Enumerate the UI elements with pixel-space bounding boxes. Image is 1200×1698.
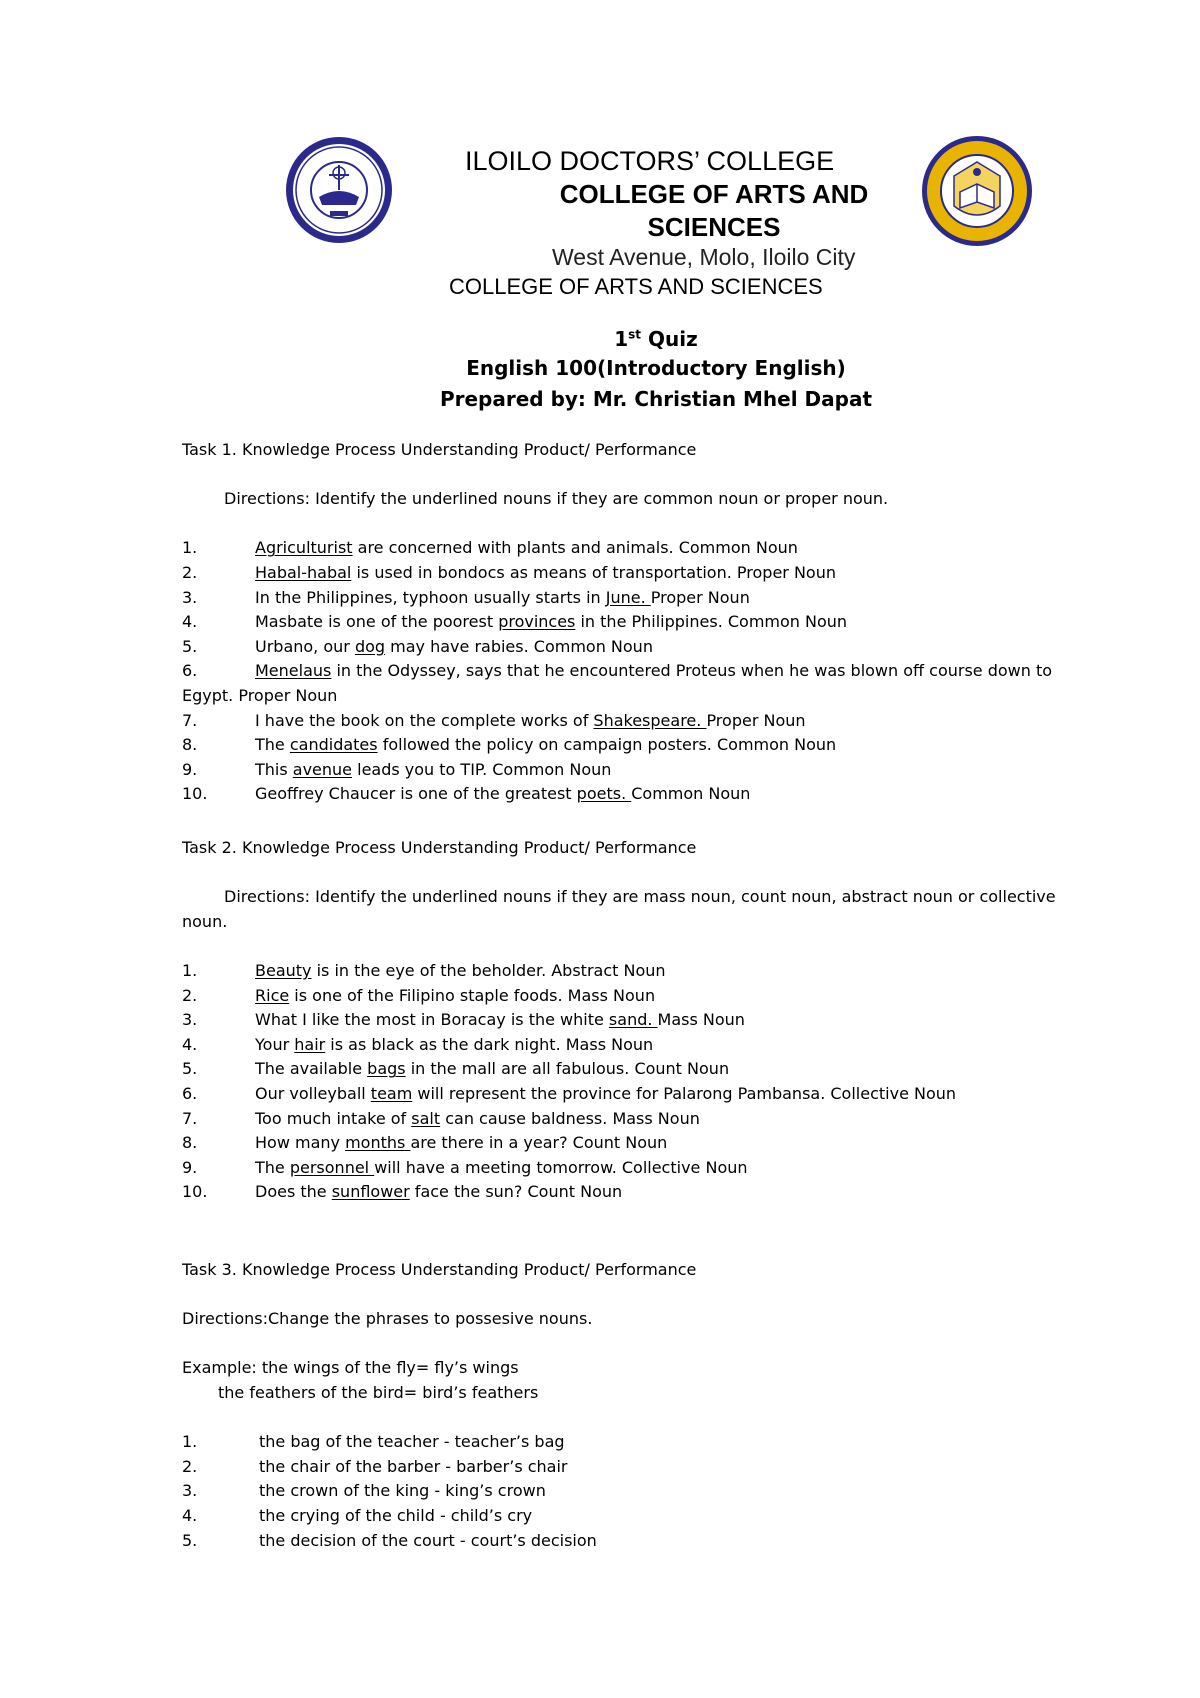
item-text-after: Proper Noun	[706, 710, 806, 730]
task-3-section	[182, 1258, 1082, 1553]
item-text-after: is in the eye of the beholder. Abstract Noun	[311, 960, 666, 980]
list-item	[182, 1057, 1082, 1082]
item-text-after: is one of the Filipino staple foods. Mass Noun	[289, 985, 656, 1005]
item-number: 7.	[182, 710, 198, 730]
list-item	[182, 1430, 1082, 1455]
item-text-before: Masbate is one of the poorest	[255, 612, 499, 632]
list-item	[182, 610, 1082, 635]
department-name-repeat: COLLEGE OF ARTS AND SCIENCES	[449, 274, 823, 299]
underlined-noun: sunflower	[331, 1182, 410, 1202]
item-text-after: is used in bondocs as means of transportation. Proper Noun	[351, 562, 836, 582]
quiz-number: 1	[614, 327, 629, 351]
item-text-before: Your	[255, 1034, 295, 1054]
list-item	[182, 733, 1082, 758]
underlined-noun: bags	[367, 1059, 406, 1079]
task-3-heading: Task 3. Knowledge Process Understanding Product/ Performance	[182, 1260, 697, 1279]
list-item	[182, 635, 1082, 660]
item-number: 10.	[182, 1182, 208, 1202]
college-of-arts-and-sciences-seal-icon	[920, 132, 1034, 250]
list-item	[182, 782, 1082, 807]
list-item	[182, 1455, 1082, 1480]
underlined-noun: Shakespeare.	[593, 710, 707, 730]
item-text-after: can cause baldness. Mass Noun	[440, 1108, 700, 1128]
item-number: 2.	[182, 562, 198, 582]
list-item	[182, 984, 1082, 1009]
list-item	[182, 1479, 1082, 1504]
item-text-after: will represent the province for Palarong Pambansa. Collective Noun	[412, 1083, 957, 1103]
underlined-noun: provinces	[498, 612, 576, 632]
task-2-list	[182, 959, 1082, 1205]
task-1-heading: Task 1. Knowledge Process Understanding Product/ Performance	[182, 440, 697, 459]
item-text-before: I have the book on the complete works of	[255, 710, 594, 730]
item-number: 1.	[182, 960, 198, 980]
item-text-before: Geoffrey Chaucer is one of the greatest	[255, 784, 577, 804]
item-text: the decision of the court - court’s decision	[259, 1530, 597, 1550]
item-number: 9.	[182, 759, 198, 779]
item-number: 4.	[182, 612, 198, 632]
department-name: COLLEGE OF ARTS AND SCIENCES	[559, 179, 869, 242]
item-number: 1.	[182, 1432, 198, 1452]
list-item	[182, 586, 1082, 611]
item-number: 5.	[182, 1530, 198, 1550]
item-number: 8.	[182, 735, 198, 755]
item-number: 5.	[182, 1059, 198, 1079]
item-text-before: Urbano, our	[255, 636, 355, 656]
item-number: 10.	[182, 784, 208, 804]
item-text: the crown of the king - king’s crown	[259, 1481, 546, 1501]
item-text-after: in the Philippines. Common Noun	[575, 612, 848, 632]
item-text-before: This	[255, 759, 293, 779]
item-number: 1.	[182, 538, 198, 558]
quiz-ordinal-suffix: st	[628, 327, 642, 342]
item-number: 7.	[182, 1108, 198, 1128]
list-item	[182, 1008, 1082, 1033]
list-item	[182, 1156, 1082, 1181]
item-text-after: are there in a year? Count Noun	[410, 1133, 668, 1153]
underlined-noun: Agriculturist	[255, 538, 353, 558]
task-1-list	[182, 536, 1082, 807]
item-text: the bag of the teacher - teacher’s bag	[259, 1432, 565, 1452]
item-number: 2.	[182, 1456, 198, 1476]
item-number: 4.	[182, 1505, 198, 1525]
list-item	[182, 959, 1082, 984]
underlined-noun: hair	[294, 1034, 326, 1054]
underlined-noun: Habal-habal	[255, 562, 352, 582]
item-number: 8.	[182, 1133, 198, 1153]
item-text-after: leads you to TIP. Common Noun	[352, 759, 612, 779]
college-address: West Avenue, Molo, Iloilo City	[552, 244, 856, 270]
college-name: ILOILO DOCTORS’ COLLEGE	[465, 146, 835, 176]
item-text-after: may have rabies. Common Noun	[385, 636, 653, 656]
item-text-before: The	[255, 735, 290, 755]
item-text-after: Proper Noun	[650, 587, 750, 607]
item-number: 9.	[182, 1157, 198, 1177]
item-number: 6.	[182, 1083, 198, 1103]
list-item	[182, 659, 1082, 708]
item-number: 2.	[182, 985, 198, 1005]
task-1-section	[182, 438, 1082, 807]
task-1-directions: Directions: Identify the underlined nouns if they are common noun or proper noun.	[224, 489, 889, 509]
item-text-after: in the Odyssey, says that he encountered Proteus when he was blown off course down to Egypt. Proper Noun	[182, 661, 1053, 705]
item-text-after: is as black as the dark night. Mass Noun	[325, 1034, 654, 1054]
underlined-noun: candidates	[289, 735, 378, 755]
item-text-before: What I like the most in Boracay is the white	[255, 1010, 609, 1030]
list-item	[182, 709, 1082, 734]
list-item	[182, 561, 1082, 586]
list-item	[182, 758, 1082, 783]
item-number: 3.	[182, 1010, 198, 1030]
underlined-noun: dog	[354, 636, 386, 656]
underlined-noun: poets.	[576, 784, 632, 804]
task-2-heading: Task 2. Knowledge Process Understanding Product/ Performance	[182, 838, 697, 857]
task-2-section	[182, 836, 1082, 1205]
list-item	[182, 536, 1082, 561]
item-text-before: Too much intake of	[255, 1108, 412, 1128]
underlined-noun: sand.	[608, 1010, 658, 1030]
item-text-before: Does the	[255, 1182, 332, 1202]
item-text: the chair of the barber - barber’s chair	[259, 1456, 568, 1476]
underlined-noun: June.	[605, 587, 651, 607]
task-3-example-2: the feathers of the bird= bird’s feathers	[218, 1382, 539, 1402]
list-item	[182, 1082, 1082, 1107]
underlined-noun: months	[345, 1133, 411, 1153]
course-title: English 100(Introductory English)	[466, 356, 846, 380]
underlined-noun: avenue	[292, 759, 353, 779]
list-item	[182, 1033, 1082, 1058]
item-text: the crying of the child - child’s cry	[259, 1505, 533, 1525]
item-text-before: How many	[255, 1133, 346, 1153]
item-text-before: In the Philippines, typhoon usually starts in	[255, 587, 606, 607]
list-item	[182, 1504, 1082, 1529]
item-text-after: followed the policy on campaign posters. Common Noun	[377, 735, 837, 755]
list-item	[182, 1529, 1082, 1554]
underlined-noun: team	[370, 1083, 413, 1103]
item-number: 3.	[182, 587, 198, 607]
item-number: 4.	[182, 1034, 198, 1054]
item-text-before: The	[255, 1157, 290, 1177]
list-item	[182, 1180, 1082, 1205]
item-text-after: in the mall are all fabulous. Count Noun	[405, 1059, 730, 1079]
item-text-after: Common Noun	[631, 784, 751, 804]
list-item	[182, 1131, 1082, 1156]
item-text-before: Our volleyball	[255, 1083, 371, 1103]
quiz-word: Quiz	[648, 327, 698, 351]
item-text-after: are concerned with plants and animals. Common Noun	[352, 538, 798, 558]
item-text-after: face the sun? Count Noun	[409, 1182, 623, 1202]
underlined-noun: Beauty	[255, 960, 312, 980]
underlined-noun: Rice	[255, 985, 290, 1005]
prepared-by: Prepared by: Mr. Christian Mhel Dapat	[439, 387, 873, 411]
quiz-title	[0, 327, 1200, 351]
iloilo-doctors-college-seal-icon	[284, 135, 394, 245]
task-3-list	[182, 1430, 1082, 1553]
item-number: 6.	[182, 661, 198, 681]
underlined-noun: personnel	[289, 1157, 375, 1177]
list-item	[182, 1107, 1082, 1132]
task-3-directions: Directions:Change the phrases to possesive nouns.	[182, 1309, 593, 1329]
task-3-example-1: Example: the wings of the fly= fly’s wings	[182, 1358, 519, 1378]
underlined-noun: Menelaus	[255, 661, 332, 681]
task-2-directions: Directions: Identify the underlined nouns if they are mass noun, count noun, abstract noun or collective noun.	[182, 887, 1056, 931]
item-number: 5.	[182, 636, 198, 656]
item-text-after: Mass Noun	[657, 1010, 745, 1030]
item-text-after: will have a meeting tomorrow. Collective Noun	[374, 1157, 748, 1177]
item-text-before: The available	[255, 1059, 368, 1079]
item-number: 3.	[182, 1481, 198, 1501]
underlined-noun: salt	[411, 1108, 441, 1128]
